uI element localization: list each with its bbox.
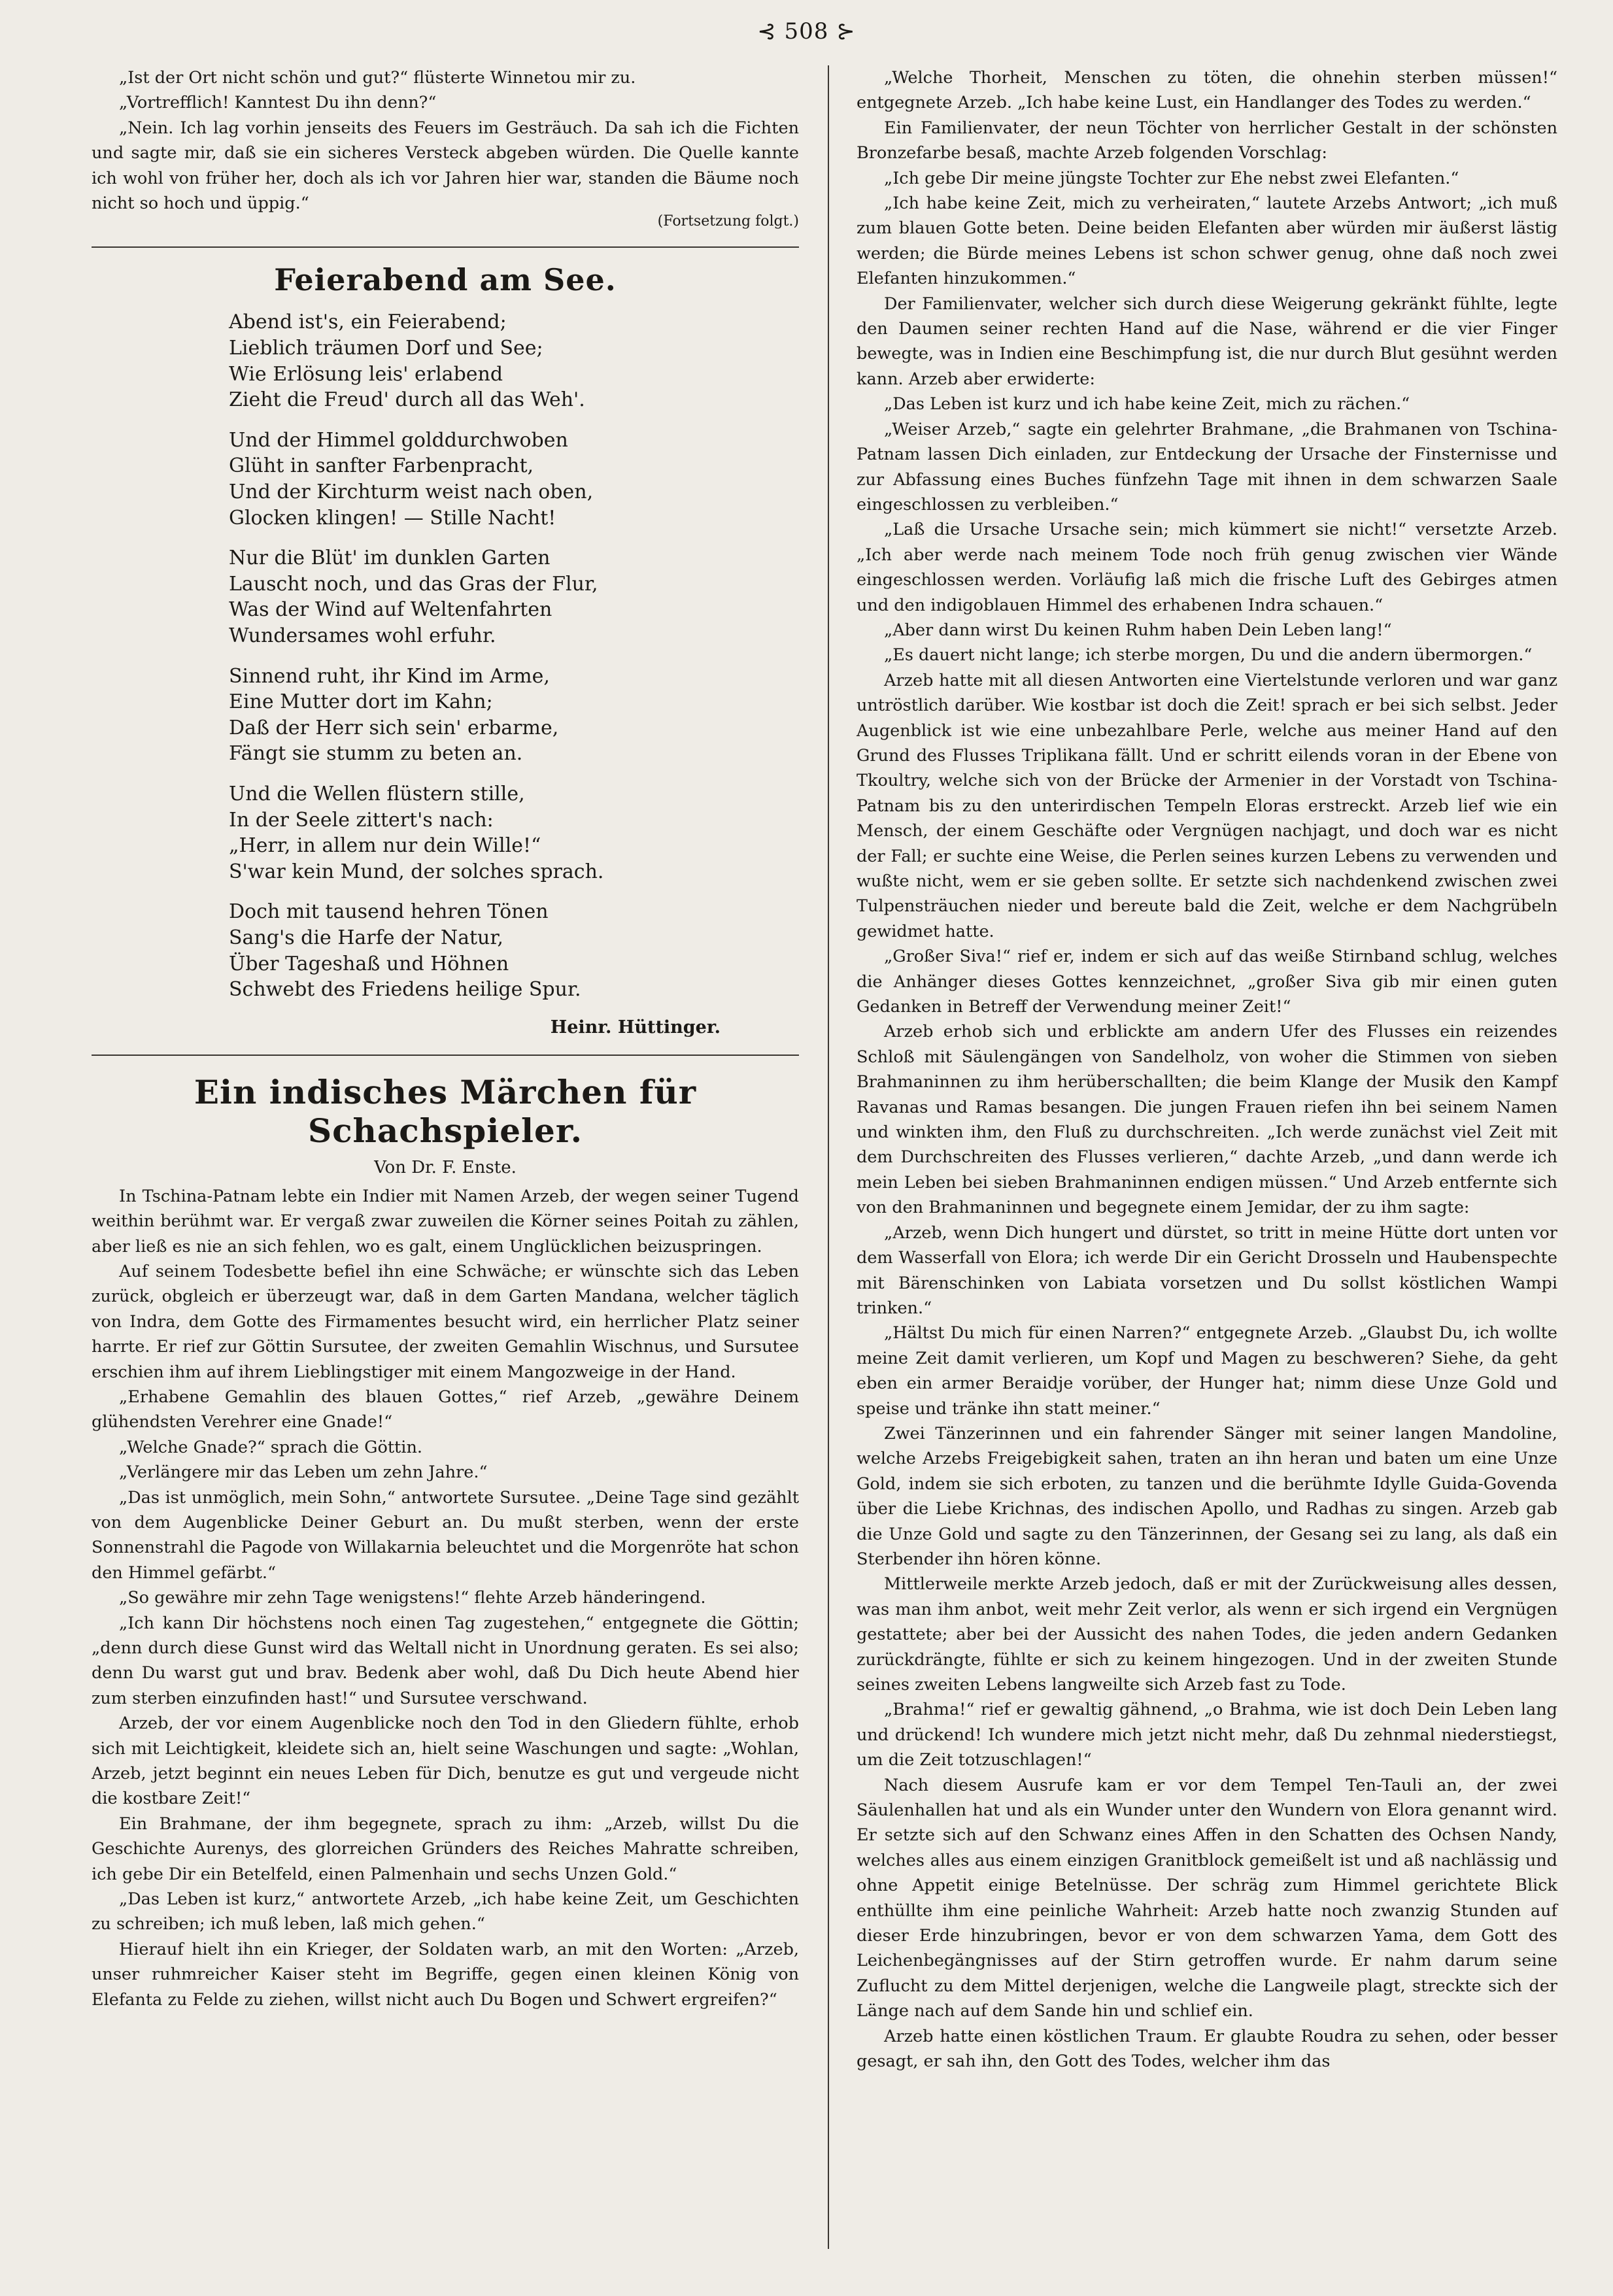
tale-paragraph: Arzeb erhob sich und erblickte am andern Ufer des Flusses ein reizendes Schloß mit Säulengängen von Sandelholz, von woher die Stimmen von sieben Brahmaninnen zu ihm herüberschallten; die beim Klange der Musik den Kampf Ravanas und Ramas besangen. Die jungen Frauen riefen ihn bei seinem Namen und winkten ihm, den Fluß zu durchschreiten. „Ich werde zunächst viel Zeit mit dem Durchschreiten des Flusses verlieren,“ dachte Arzeb, „und dann werde ich mein Leben bei sieben Brahmaninnen endigen müssen.“ Und Arzeb entfernte sich von den Brahmaninnen und begegnete einem Jemidar, der zu ihm sagte:: [857, 1022, 1557, 1218]
tale-paragraph: „Ich gebe Dir meine jüngste Tochter zur Ehe nebst zwei Elefanten.“: [884, 168, 1459, 188]
tale-paragraph: Arzeb, der vor einem Augenblicke noch den Tod in den Gliedern fühlte, erhob sich mit Leichtigkeit, kleidete sich an, hielt seine Waschungen und sagte: „Wohlan, Arzeb, jetzt beginnt ein neues Leben für Dich, benutze es gut und vergeude nicht die kostbare Zeit!“: [92, 1714, 799, 1809]
tale-paragraph: „Das Leben ist kurz,“ antwortete Arzeb, „ich habe keine Zeit, um Geschichten zu schreiben; ich muß leben, laß mich gehen.“: [92, 1889, 799, 1934]
tale-paragraph: „Brahma!“ rief er gewaltig gähnend, „o Brahma, wie ist doch Dein Leben lang und drückend! Ich wundere mich jetzt nicht mehr, daß Du zehnmal niederstiegst, um die Zeit totzuschlagen!“: [857, 1700, 1557, 1770]
poem-stanza: [229, 781, 799, 885]
poem-line: Lauscht noch, und das Gras der Flur,: [229, 572, 598, 596]
tale-body: [92, 1184, 799, 2012]
poem-line: Glüht in sanfter Farbenpracht,: [229, 454, 534, 478]
poem-stanza: [229, 428, 799, 531]
tale-paragraph: „Das ist unmöglich, mein Sohn,“ antwortete Sursutee. „Deine Tage sind gezählt von dem Augenblicke Deiner Geburt an. Du mußt sterben, wenn der erste Sonnenstrahl die Pagode von Willakarnia beleuchtet und die Morgenröte hat schon den Himmel gefärbt.“: [92, 1487, 799, 1583]
tale-paragraph: Hierauf hielt ihn ein Krieger, der Soldaten warb, an mit den Worten: „Arzeb, unser ruhmreicher Kaiser steht im Begriffe, gegen einen kleinen König von Elefanta zu Felde zu ziehen, willst nicht auch Du Bogen und Schwert ergreifen?“: [92, 1939, 799, 2010]
poem-line: Doch mit tausend hehren Tönen: [229, 900, 549, 924]
poem-line: Eine Mutter dort im Kahn;: [229, 690, 493, 714]
poem-line: S'war kein Mund, der solches sprach.: [229, 860, 604, 883]
tale-paragraph: „Verlängere mir das Leben um zehn Jahre.“: [119, 1462, 488, 1483]
tale-paragraph: Auf seinem Todesbette befiel ihn eine Schwäche; er wünschte sich das Leben zurück, obgleich er überzeugt war, daß in dem Garten Mandana, welcher täglich von Indra, dem Gotte des Firmamentes besucht wird, ein herrlicher Platz seiner harrte. Er rief zur Göttin Sursutee, der zweiten Gemahlin Wischnus, und Sursutee erschien ihm auf ihrem Lieblingstiger mit einem Mangozweige in der Hand.: [92, 1261, 799, 1382]
tale-title: Ein indisches Märchen für Schachspieler.: [194, 1072, 697, 1150]
poem-line: Zieht die Freud' durch all das Weh'.: [229, 388, 585, 412]
tale-paragraph: Arzeb hatte einen köstlichen Traum. Er glaubte Roudra zu sehen, oder besser gesagt, er sah ihn, den Gott des Todes, welcher ihm das: [857, 2026, 1557, 2072]
poem-body: [229, 309, 799, 1002]
tale-paragraph: „Ich habe keine Zeit, mich zu verheiraten,“ lautete Arzebs Antwort; „ich muß zum blauen Gotte beten. Deine beiden Elefanten aber würden mir äußerst lästig werden; die Bürde meines Lebens ist schon schwer genug, ohne daß noch zwei Elefanten hinzukommen.“: [857, 194, 1557, 289]
poem-line: Und die Wellen flüstern stille,: [229, 782, 525, 805]
tale-paragraph: „Arzeb, wenn Dich hungert und dürstet, so tritt in meine Hütte dort unten vor dem Wasserfall von Elora; ich werde Dir ein Gericht Drosseln und Haubenspechte mit Bärenschinken von Labiata vorsetzen und Du sollst köstlichen Wampi trinken.“: [857, 1223, 1557, 1318]
right-column: [857, 65, 1557, 2074]
poem-line: Daß der Herr sich sein' erbarme,: [229, 716, 559, 739]
poem-author: Heinr. Hüttinger.: [550, 1017, 721, 1038]
tale-paragraph: „Aber dann wirst Du keinen Ruhm haben Dein Leben lang!“: [884, 620, 1392, 640]
poem-line: Sang's die Harfe der Natur,: [229, 926, 503, 949]
story-paragraph: „Vortrefflich! Kanntest Du ihn denn?“: [119, 93, 437, 113]
poem-line: Und der Himmel golddurchwoben: [229, 428, 568, 452]
story-paragraph: „Ist der Ort nicht schön und gut?“ flüsterte Winnetou mir zu.: [119, 68, 636, 88]
header-ornament-left: ⊰: [757, 18, 785, 44]
poem-line: Schwebt des Friedens heilige Spur.: [229, 978, 581, 1002]
poem-line: Fängt sie stumm zu beten an.: [229, 742, 523, 766]
poem-line: Wundersames wohl erfuhr.: [229, 624, 496, 647]
tale-paragraph: Zwei Tänzerinnen und ein fahrender Sänger mit seiner langen Mandoline, welche Arzebs Freigebigkeit sahen, traten an ihn heran und baten um eine Unze Gold, indem sie sich erboten, zu tanzen und die berühmte Idylle Guida-Govenda über die Liebe Krichnas, des indischen Apollo, und Radhas zu singen. Arzeb gab die Unze Gold und sagte zu den Tänzerinnen, der Gesang sei zu lang, als daß ein Sterbender ihn hören könne.: [857, 1423, 1557, 1569]
tale-paragraph: In Tschina-Patnam lebte ein Indier mit Namen Arzeb, der wegen seiner Tugend weithin berühmt war. Er vergaß zwar zuweilen die Körner seines Poitah zu zählen, aber ließ es nie an sich fehlen, wo es galt, einem Unglücklichen beizuspringen.: [92, 1186, 799, 1257]
tale-paragraph: „Welche Gnade?“ sprach die Göttin.: [119, 1437, 422, 1457]
tale-paragraph: „Erhabene Gemahlin des blauen Gottes,“ rief Arzeb, „gewähre Deinem glühendsten Verehrer eine Gnade!“: [92, 1387, 799, 1432]
page-header: [0, 18, 1613, 44]
page-number: 508: [784, 18, 829, 44]
tale-paragraph: Mittlerweile merkte Arzeb jedoch, daß er mit der Zurückweisung alles dessen, was man ihm anbot, weit mehr Zeit verlor, als wenn er sich irgend ein Vergnügen gestattete; aber bei der Aussicht des nahen Todes, die jeden andern Gedanken zurückdrängte, fühlte er sich zu keinem hingezogen. Und in der zweiten Stunde seines zweiten Lebens langweilte sich Arzeb fast zu Tode.: [857, 1574, 1557, 1695]
column-divider: [828, 65, 829, 2249]
section-divider: [92, 246, 799, 248]
poem-line: Sinnend ruht, ihr Kind im Arme,: [229, 664, 550, 688]
tale-paragraph: „Hältst Du mich für einen Narren?“ entgegnete Arzeb. „Glaubst Du, ich wollte meine Zeit damit verlieren, um Kopf und Magen zu beschweren? Siehe, da geht eben ein armer Beraidje vorüber, der Hunger hat; nimm diese Unze Gold und speise und tränke ihn statt meiner.“: [857, 1323, 1557, 1419]
tale-paragraph: „Ich kann Dir höchstens noch einen Tag zugestehen,“ entgegnete die Göttin; „denn durch diese Gunst wird das Weltall nicht in Unordnung geraten. Es sei also; denn Du warst gut und brav. Bedenk aber wohl, daß Du Dich heute Abend hier zum sterben einzufinden hast!“ und Sursutee verschwand.: [92, 1613, 799, 1708]
poem-line: In der Seele zittert's nach:: [229, 808, 494, 832]
poem-line: Über Tageshaß und Höhnen: [229, 952, 509, 975]
poem-line: Wie Erlösung leis' erlabend: [229, 362, 503, 386]
tale-paragraph: „Großer Siva!“ rief er, indem er sich auf das weiße Stirnband schlug, welches die Anhänger dieses Gottes kennzeichnet, „großer Siva gib mir einen guten Gedanken in Betreff der Verwendung meiner Zeit!“: [857, 947, 1557, 1017]
poem-line: Abend ist's, ein Feierabend;: [229, 311, 507, 334]
tale-paragraph: „So gewähre mir zehn Tage wenigstens!“ flehte Arzeb händeringend.: [119, 1588, 706, 1608]
poem-stanza: [229, 899, 799, 1002]
tale-paragraph: „Weiser Arzeb,“ sagte ein gelehrter Brahmane, „die Brahmanen von Tschina-Patnam lassen Dich einladen, zur Entdeckung der Ursache der Finsternisse und zur Abfassung eines Buches fünfzehn Tage mit ihnen in dem schwarzen Saale eingeschlossen zu verbleiben.“: [857, 419, 1557, 515]
poem-stanza: [229, 545, 799, 649]
tale-paragraph: „Es dauert nicht lange; ich sterbe morgen, Du und die andern übermorgen.“: [884, 645, 1533, 666]
tale-paragraph: „Das Leben ist kurz und ich habe keine Zeit, mich zu rächen.“: [884, 394, 1410, 414]
story-paragraph: „Nein. Ich lag vorhin jenseits des Feuers im Gesträuch. Da sah ich die Fichten und sagte mir, daß sie ein sicheres Versteck abgeben würden. Die Quelle kannte ich wohl von früher her, doch als ich vor Jahren hier war, standen die Bäume noch nicht so hoch und üppig.“: [92, 118, 799, 214]
tale-paragraph: Ein Brahmane, der ihm begegnete, sprach zu ihm: „Arzeb, willst Du die Geschichte Aurenys, des glorreichen Gründers des Reiches Mahratte schreiben, ich gebe Dir ein Betelfeld, einen Palmenhain und sechs Unzen Gold.“: [92, 1814, 799, 1884]
poem-title: Feierabend am See.: [274, 262, 617, 298]
poem-stanza: [229, 309, 799, 413]
tale-paragraph: „Laß die Ursache Ursache sein; mich kümmert sie nicht!“ versetzte Arzeb. „Ich aber werde nach meinem Tode noch früh genug zwischen vier Wände eingeschlossen werden. Vorläufig laß mich die frische Luft des Gebirges atmen und den indigoblauen Himmel des erhabenen Indra schauen.“: [857, 520, 1557, 615]
tale-paragraph: Nach diesem Ausrufe kam er vor dem Tempel Ten-Tauli an, der zwei Säulenhallen hat und als ein Wunder unter den Wundern von Elora genannt wird. Er setzte sich auf den Schwanz eines Affen in den Schatten des Ochsen Nandy, welches alles aus einem einzigen Granitblock gemeißelt ist und aß nachlässig und ohne Appetit einige Betelnüsse. Der schräg zum Himmel gerichtete Blick enthüllte ihm eine peinliche Wahrheit: Arzeb hatte noch zwanzig Stunden auf dieser Erde hinzubringen, bevor er von dem schwarzen Yama, dem Gott des Leichenbegängnisses auf der Stirn getroffen wurde. Er nahm darum seine Zuflucht zu dem Mittel derjenigen, welche die Langweile plagt, streckte sich der Länge nach auf dem Sande hin und schlief ein.: [857, 1775, 1557, 2021]
header-ornament-right: ⊱: [828, 18, 856, 44]
section-divider: [92, 1055, 799, 1056]
tale-byline: Von Dr. F. Enste.: [374, 1157, 517, 1177]
tale-paragraph: Ein Familienvater, der neun Töchter von herrlicher Gestalt in der schönsten Bronzefarbe besaß, machte Arzeb folgenden Vorschlag:: [857, 118, 1557, 163]
poem-line: „Herr, in allem nur dein Wille!“: [229, 834, 541, 858]
poem-line: Lieblich träumen Dorf und See;: [229, 337, 543, 360]
poem-stanza: [229, 664, 799, 767]
poem-line: Glocken klingen! — Stille Nacht!: [229, 506, 556, 530]
tale-paragraph: „Welche Thorheit, Menschen zu töten, die ohnehin sterben müssen!“ entgegnete Arzeb. „Ich habe keine Lust, ein Handlanger des Todes zu werden.“: [857, 68, 1557, 113]
poem-line: Nur die Blüt' im dunklen Garten: [229, 547, 551, 570]
poem-line: Was der Wind auf Weltenfahrten: [229, 598, 552, 622]
story-continuation: [92, 65, 799, 229]
left-column: [92, 65, 799, 2012]
tale-paragraph: Der Familienvater, welcher sich durch diese Weigerung gekränkt fühlte, legte den Daumen seiner rechten Hand auf die Nase, während er die vier Finger bewegte, was in Indien eine Beschimpfung ist, die nur durch Blut gesühnt werden kann. Arzeb aber erwiderte:: [857, 294, 1557, 389]
continuation-note: (Fortsetzung folgt.): [657, 213, 799, 230]
tale-paragraph: Arzeb hatte mit all diesen Antworten eine Viertelstunde verloren und war ganz untröstlich darüber. Wie kostbar ist doch die Zeit! sprach er bei sich selbst. Jeder Augenblick ist wie eine unbezahlbare Perle, welche aus meiner Hand auf den Grund des Flusses Triplikana fällt. Und er schritt eilends voran in der Ebene von Tkoultry, welche sich von der Brücke der Armenier in der Vorstadt von Tschina-Patnam bis zu den unterirdischen Tempeln Eloras erstreckt. Arzeb lief wie ein Mensch, der einem Geschäfte oder Vergnügen nachjagt, und doch war es nicht der Fall; er suchte eine Weise, die Perlen seines kurzen Lebens zu verwenden und wußte nicht, wem er sie geben sollte. Er setzte sich nachdenkend zwischen zwei Tulpensträuchen nieder und bereute bald die Zeit, welche er dem Nachgrübeln gewidmet hatte.: [857, 670, 1557, 941]
poem-line: Und der Kirchturm weist nach oben,: [229, 481, 594, 503]
